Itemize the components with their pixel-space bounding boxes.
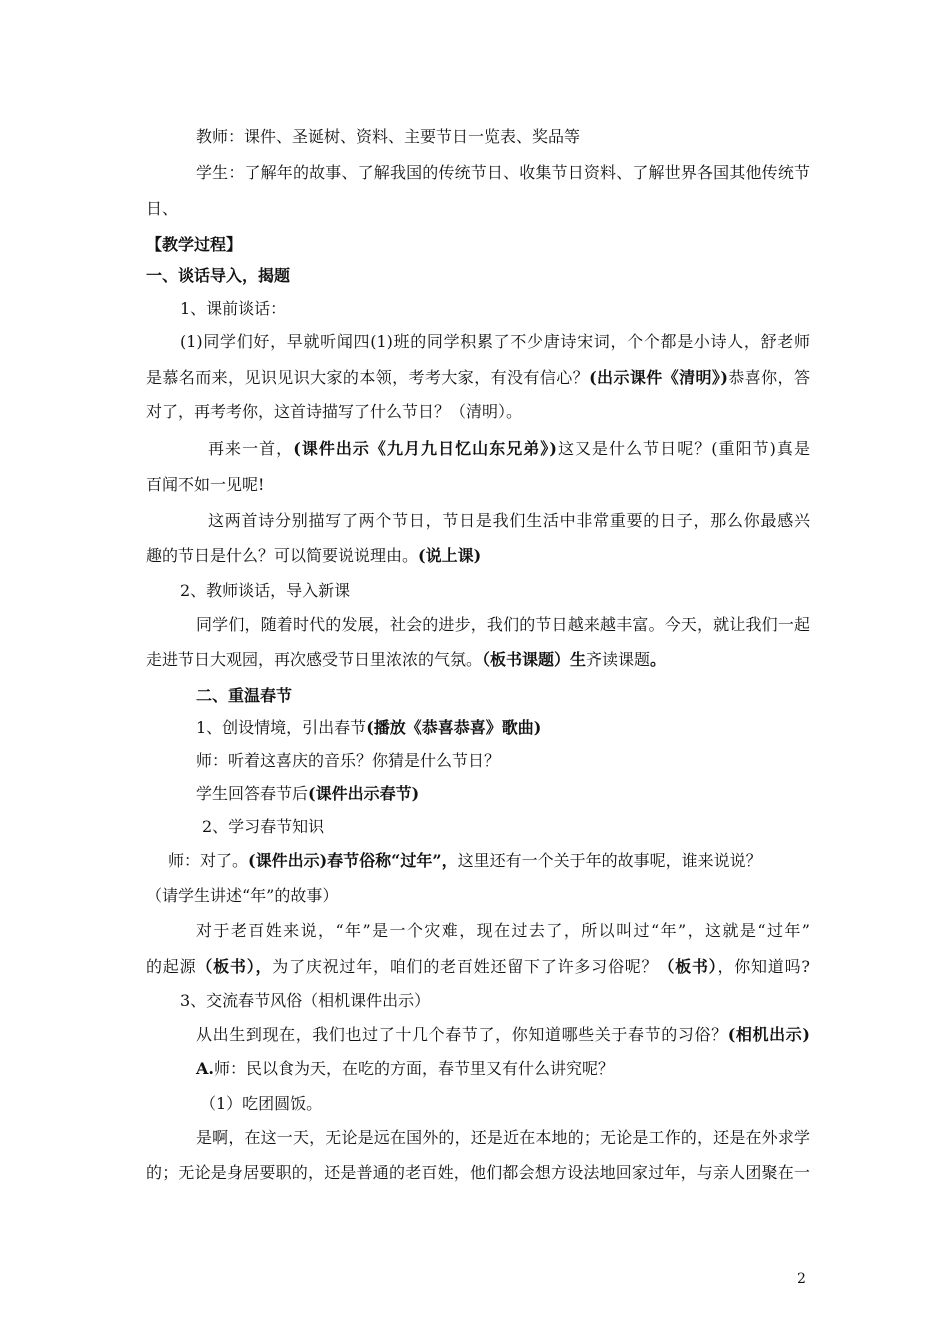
text-line [146, 850, 810, 872]
text-line [146, 649, 810, 671]
text-line [146, 126, 810, 148]
text-run: ，你知道吗? [717, 957, 810, 976]
text-run: 从出生到现在，我们也过了十几个春节了，你知道哪些关于春节的习俗？ [196, 1025, 728, 1044]
text-line [146, 717, 810, 739]
bold-text: 【教学过程】 [146, 235, 243, 254]
bold-text: （板书）， [196, 957, 273, 976]
bold-text: （板书课题）生 [482, 650, 587, 669]
text-run: (1)同学们好，早就听闻四(1)班的同学积累了不少唐诗宋词，个个都是小诗人，舒老师 [180, 332, 810, 351]
text-line [146, 1093, 810, 1115]
text-line [146, 783, 810, 805]
bold-text: （板书） [658, 957, 718, 976]
bold-text: (课件出示《九月九日忆山东兄弟》) [293, 439, 557, 458]
text-run: 师：听着这喜庆的音乐？你猜是什么节日？ [196, 751, 501, 770]
bold-text: (相机出示) [727, 1025, 810, 1044]
text-run: 齐读课题 [586, 650, 651, 669]
text-run: 同学们，随着时代的发展，社会的进步，我们的节日越来越丰富。今天，就让我们一起 [196, 615, 810, 634]
bold-text: (说上课) [418, 546, 482, 565]
text-run: 恭喜你，答 [727, 368, 810, 387]
bold-text: (课件出示)春节俗称“过年”， [248, 851, 458, 870]
text-line [146, 885, 810, 907]
text-run: 是啊，在这一天，无论是远在国外的，还是近在本地的；无论是工作的，还是在外求学 [196, 1128, 810, 1147]
text-line [146, 331, 810, 353]
bold-text: 一、谈话导入，揭题 [146, 266, 291, 285]
text-run: 3、交流春节风俗（相机课件出示） [180, 991, 431, 1010]
text-run: 日、 [146, 199, 179, 218]
text-line [146, 265, 810, 287]
text-line [146, 816, 810, 838]
text-run: 对了，再考考你，这首诗描写了什么节日？（清明）。 [146, 402, 523, 421]
text-line [146, 162, 810, 184]
bold-text: 。 [650, 650, 667, 669]
text-run: 的起源 [146, 957, 197, 976]
text-run: 百闻不如一见呢! [146, 475, 265, 494]
text-run: 为了庆祝过年，咱们的老百姓还留下了许多习俗呢？ [272, 957, 659, 976]
text-run: 教师：课件、圣诞树、资料、主要节日一览表、奖品等 [196, 127, 581, 146]
text-run: （1）吃团圆饭。 [200, 1094, 323, 1113]
text-line [146, 510, 810, 532]
text-run: 学生：了解年的故事、了解我国的传统节日、收集节日资料、了解世界各国其他传统节 [196, 163, 810, 182]
text-line [146, 685, 810, 707]
text-run: 师：对了。 [168, 851, 249, 870]
text-line [146, 545, 810, 567]
text-run: 再来一首， [208, 439, 294, 458]
text-run: 学生回答春节后 [196, 784, 309, 803]
text-run: 1、创设情境，引出春节 [196, 718, 367, 737]
text-run: 2、教师谈话，导入新课 [180, 581, 351, 600]
text-line [146, 750, 810, 772]
text-run: 走进节日大观园，再次感受节日里浓浓的气氛。 [146, 650, 483, 669]
text-line [146, 956, 810, 978]
text-line [146, 234, 810, 256]
text-line [146, 474, 810, 496]
text-line [146, 920, 810, 942]
text-run: 师：民以食为天，在吃的方面，春节里又有什么讲究呢？ [213, 1059, 614, 1078]
text-run: 这里还有一个关于年的故事呢，谁来说说？ [457, 851, 762, 870]
text-line [146, 1058, 810, 1080]
bold-text: 二、重温春节 [196, 686, 293, 705]
text-line [146, 1127, 810, 1149]
text-run: （请学生讲述“年”的故事） [146, 886, 339, 905]
text-line [146, 580, 810, 602]
text-run: 这又是什么节日呢？(重阳节)真是 [556, 439, 810, 458]
bold-text: A. [196, 1059, 214, 1078]
page-number: 2 [797, 1271, 806, 1287]
text-line [146, 401, 810, 423]
bold-text: (出示课件《清明》) [589, 368, 728, 387]
text-line [146, 1024, 810, 1046]
text-line [146, 990, 810, 1012]
text-run: 2、学习春节知识 [202, 817, 325, 836]
text-run: 对于老百姓来说，“年”是一个灾难，现在过去了，所以叫过“年”，这就是“过年” [196, 921, 810, 940]
text-run: 的；无论是身居要职的，还是普通的老百姓，他们都会想方设法地回家过年，与亲人团聚在一 [146, 1163, 810, 1182]
text-line [146, 367, 810, 389]
text-run: 这两首诗分别描写了两个节日，节日是我们生活中非常重要的日子，那么你最感兴 [208, 511, 810, 530]
bold-text: (课件出示春节) [308, 784, 420, 803]
text-run: 趣的节日是什么？可以简要说说理由。 [146, 546, 419, 565]
text-line [146, 298, 810, 320]
bold-text: (播放《恭喜恭喜》歌曲) [366, 718, 542, 737]
text-line [146, 198, 810, 220]
text-line [146, 614, 810, 636]
text-line [146, 438, 810, 460]
text-run: 是慕名而来，见识见识大家的本领，考考大家，有没有信心？ [146, 368, 590, 387]
text-line [146, 1162, 810, 1184]
text-run: 1、课前谈话： [180, 299, 287, 318]
